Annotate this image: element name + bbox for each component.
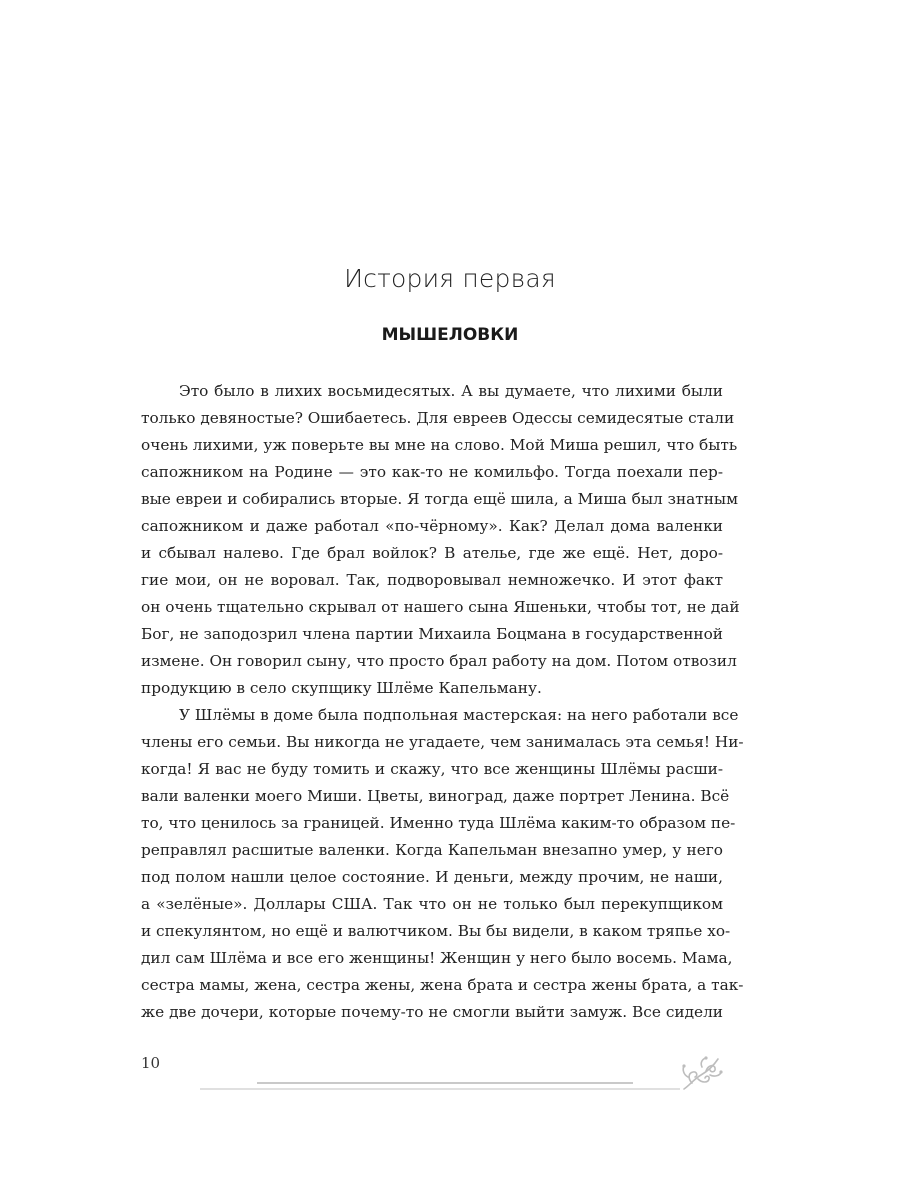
text-line: гие мои, он не воровал. Так, подворовывал немножечко. И этот факт [141, 571, 723, 589]
text-line: дил сам Шлёма и все его женщины! Женщин у него было восемь. Мама, [141, 949, 733, 967]
text-line: вали валенки моего Миши. Цветы, виноград, даже портрет Ленина. Всё [141, 787, 730, 805]
text-line: а «зелёные». Доллары США. Так что он не только был перекупщиком [141, 895, 723, 913]
text-line: только девяностые? Ошибаетесь. Для евреев Одессы семидесятые стали [141, 409, 735, 427]
text-line: под полом нашли целое состояние. И деньги, между прочим, не наши, [141, 868, 723, 886]
text-line: сапожником и даже работал «по-чёрному». Как? Делал дома валенки [141, 517, 723, 535]
page-number: 10 [141, 1054, 161, 1072]
text-line: продукцию в село скупщику Шлёме Капельману. [141, 679, 542, 697]
text-line: очень лихими, уж поверьте вы мне на слово. Мой Миша решил, что быть [141, 436, 738, 454]
text-line: и сбывал налево. Где брал войлок? В ателье, где же ещё. Нет, доро- [141, 544, 723, 562]
text-line: же две дочери, которые почему-то не смогли выйти замуж. Все сидели [141, 1003, 723, 1021]
text-line: то, что ценилось за границей. Именно туда Шлёма каким-то образом пе- [141, 814, 736, 832]
text-line: и спекулянтом, но ещё и валютчиком. Вы бы видели, в каком тряпье хо- [141, 922, 731, 940]
text-line: Это было в лихих восьмидесятых. А вы думаете, что лихими были [179, 382, 723, 400]
paragraph-1 [141, 378, 740, 702]
text-line: члены его семьи. Вы никогда не угадаете, чем занималась эта семья! Ни- [141, 733, 744, 751]
text-line: сестра мамы, жена, сестра жены, жена брата и сестра жены брата, а так- [141, 976, 744, 994]
paragraph-2 [141, 702, 744, 1026]
text-line: Бог, не заподозрил члена партии Михаила Боцмана в государственной [141, 625, 723, 643]
text-line: он очень тщательно скрывал от нашего сына Яшеньки, чтобы тот, не дай [141, 598, 740, 616]
chapter-heading: История первая [344, 264, 556, 293]
footer-rule [257, 1082, 633, 1084]
text-line: вые евреи и собирались вторые. Я тогда ещё шила, а Миша был знатным [141, 490, 738, 508]
text-line: реправлял расшитые валенки. Когда Капельман внезапно умер, у него [141, 841, 723, 859]
floral-ornament-icon [678, 1055, 724, 1095]
text-line: У Шлёмы в доме была подпольная мастерская: на него работали все [179, 706, 739, 724]
text-line: когда! Я вас не буду томить и скажу, что все женщины Шлёмы расши- [141, 760, 723, 778]
text-line: сапожником на Родине — это как-то не комильфо. Тогда поехали пер- [141, 463, 723, 481]
footer-rule-outer [200, 1088, 680, 1090]
story-title: МЫШЕЛОВКИ [381, 325, 519, 345]
text-line: измене. Он говорил сыну, что просто брал работу на дом. Потом отвозил [141, 652, 737, 670]
body-text [141, 378, 744, 1026]
